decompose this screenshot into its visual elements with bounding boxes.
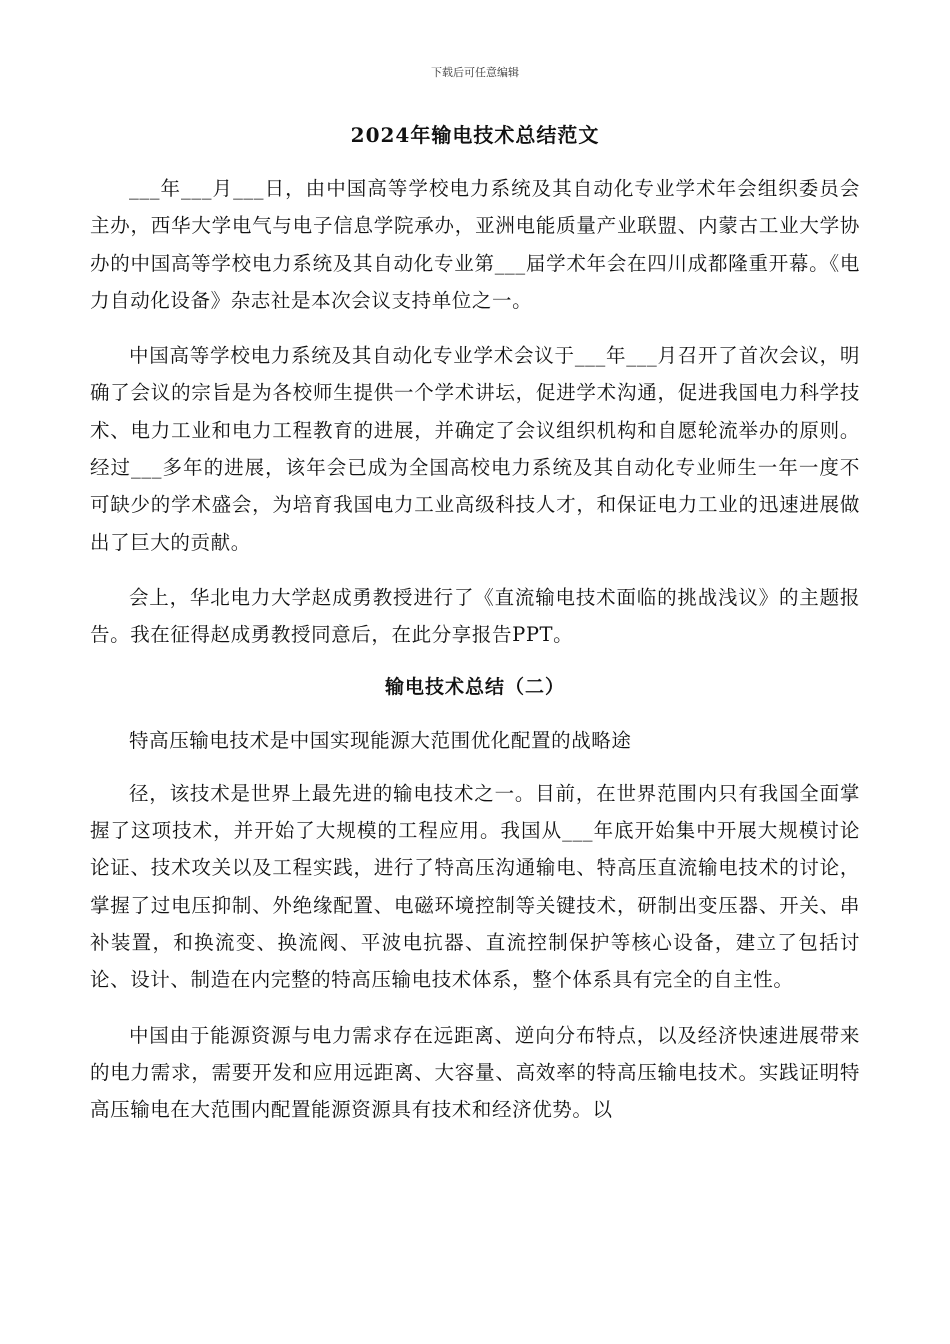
- paragraph: ___年___月___日，由中国高等学校电力系统及其自动化专业学术年会组织委员会主办，西华大学电气与电子信息学院承办，亚洲电能质量产业联盟、内蒙古工业大学协办的中国高等学校电力系统及其自动化专业第___届学术年会在四川成都隆重开幕。《电力自动化设备》杂志社是本次会议支持单位之一。: [90, 177, 860, 312]
- document-title: 2024年输电技术总结范文: [350, 123, 600, 147]
- paragraph: 中国由于能源资源与电力需求存在远距离、逆向分布特点，以及经济快速进展带来的电力需求，需要开发和应用远距离、大容量、高效率的特高压输电技术。实践证明特高压输电在大范围内配置能源资源具有技术和经济优势。以: [90, 1023, 860, 1122]
- document-body: [90, 120, 860, 1147]
- section-title: 输电技术总结（二）: [384, 675, 565, 698]
- paragraph: 中国高等学校电力系统及其自动化专业学术会议于___年___月召开了首次会议，明确了会议的宗旨是为各校师生提供一个学术讲坛，促进学术沟通，促进我国电力科学技术、电力工业和电力工程教育的进展，并确定了会议组织机构和自愿轮流举办的原则。经过___多年的进展，该年会已成为全国高校电力系统及其自动化专业师生一年一度不可缺少的学术盛会，为培育我国电力工业高级科技人才，和保证电力工业的迅速进展做出了巨大的贡献。: [90, 344, 860, 554]
- paragraph: 会上，华北电力大学赵成勇教授进行了《直流输电技术面临的挑战浅议》的主题报告。我在征得赵成勇教授同意后，在此分享报告PPT。: [90, 585, 860, 647]
- paragraph: 特高压输电技术是中国实现能源大范围优化配置的战略途: [129, 728, 632, 752]
- header-note: 下载后可任意编辑: [431, 66, 519, 79]
- paragraph: 径，该技术是世界上最先进的输电技术之一。目前，在世界范围内只有我国全面掌握了这项技术，并开始了大规模的工程应用。我国从___年底开始集中开展大规模讨论论证、技术攻关以及工程实践，进行了特高压沟通输电、特高压直流输电技术的讨论，掌握了过电压抑制、外绝缘配置、电磁环境控制等关键技术，研制出变压器、开关、串补装置，和换流变、换流阀、平波电抗器、直流控制保护等核心设备，建立了包括讨论、设计、制造在内完整的特高压输电技术体系，整个体系具有完全的自主性。: [90, 781, 860, 992]
